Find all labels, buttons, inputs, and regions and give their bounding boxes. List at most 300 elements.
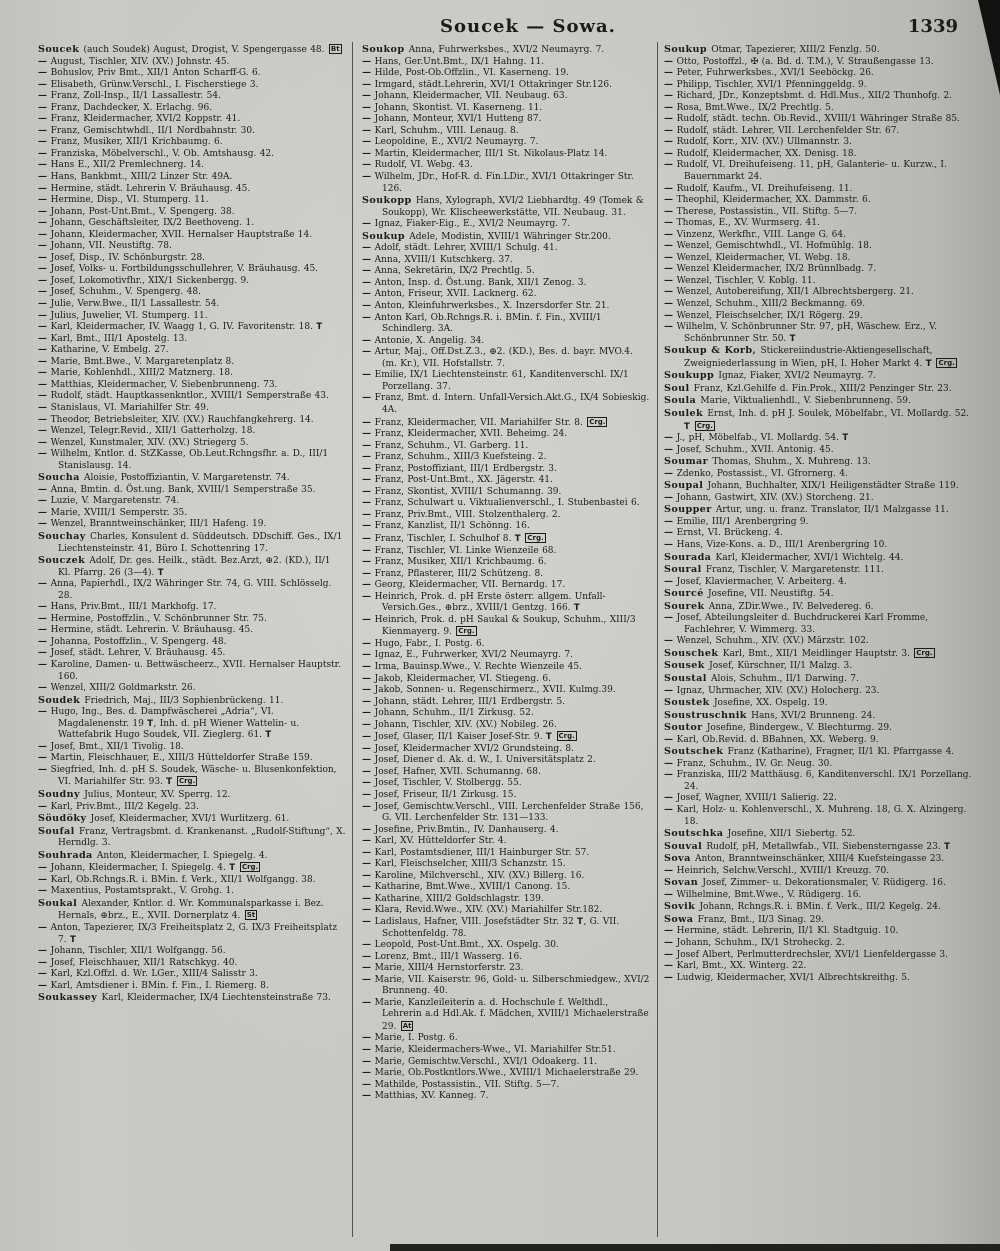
ditto-dash: — bbox=[38, 449, 51, 460]
telephone-mark: T bbox=[573, 603, 581, 614]
directory-entry: — Franziska, III/2 Matthäusg. 6, Kanditenverschl. IX/1 Porzellang. 24. bbox=[664, 770, 972, 792]
entry-surname: Soustruschnik bbox=[664, 709, 752, 721]
ditto-dash: — bbox=[362, 685, 375, 696]
directory-entry: — Hans, Bankbmt., XIII/2 Linzer Str. 49A. bbox=[38, 172, 233, 183]
directory-column-1 bbox=[38, 44, 346, 1005]
ditto-dash: — bbox=[664, 125, 677, 136]
directory-entry: — Hans, Priv.Bmt., III/1 Markhofg. 17. bbox=[38, 602, 217, 613]
directory-entry: — Wenzel, Schuhm., XIV. (XV.) Märzstr. 102. bbox=[664, 636, 869, 647]
directory-entry: — Karl, XV. Hütteldorfer Str. 4. bbox=[362, 836, 507, 847]
ditto-dash: — bbox=[38, 195, 51, 206]
directory-entry: — Hans E., XII/2 Premlechnerg. 14. bbox=[38, 160, 204, 171]
entry-surname: Soupper bbox=[664, 504, 716, 516]
directory-entry: — Johann, Kleidermacher, VII. Neubaug. 63. bbox=[362, 91, 568, 102]
directory-entry: Sourada Karl, Kleidermacher, XVI/1 Wichtelg. 44. bbox=[664, 551, 904, 563]
telephone-mark: T bbox=[229, 863, 236, 874]
ditto-dash: — bbox=[362, 545, 375, 556]
ditto-dash: — bbox=[362, 91, 375, 102]
directory-entry: — Hugo, Ing., Bes. d. Dampfwäscherei „Adria“, VI. Magdalenenstr. 19 T, Inh. d. pH Wiener Wattelin- u. Wattefabrik Hugo Soudek, VII. Zieglerg. 61. T bbox=[38, 707, 300, 741]
directory-entry: Soukop Anna, Fuhrwerksbes., XVI/2 Neumayrg. 7. bbox=[362, 44, 605, 55]
telephone-mark: T bbox=[577, 917, 584, 928]
directory-entry: — Julie, Verw.Bwe., II/1 Lassallestr. 54. bbox=[38, 299, 220, 310]
directory-entry: — Franz, Bmt. d. Intern. Unfall-Versich.Akt.G., IX/4 Sobieskig. 4A. bbox=[362, 393, 650, 415]
directory-entry: — Franz, Kleidermacher, XVI/2 Koppstr. 41. bbox=[38, 114, 241, 125]
ditto-dash: — bbox=[362, 661, 375, 672]
directory-entry: — Anna, XVIII/1 Kutschkerg. 37. bbox=[362, 254, 513, 265]
ditto-dash: — bbox=[664, 68, 677, 79]
directory-entry: — Franz, Schulwart u. Viktualienverschl., I. Stubenbastei 6. bbox=[362, 498, 640, 509]
ditto-dash: — bbox=[38, 414, 51, 425]
ditto-dash: — bbox=[664, 961, 677, 972]
ditto-dash: — bbox=[38, 56, 51, 67]
directory-entry: — Anton, Insp. d. Öst.ung. Bank, XII/1 Zenog. 3. bbox=[362, 277, 587, 288]
directory-entry: — Martin, Fleischhauer, E., XIII/3 Hütteldorfer Straße 159. bbox=[38, 753, 313, 764]
directory-entry: — Johann, Kleidermacher, I. Spiegelg. 4. T Crg. bbox=[38, 863, 259, 874]
directory-entry: — Matthias, XV. Kanneg. 7. bbox=[362, 1091, 489, 1102]
directory-entry: — Rudolf, städt. Hauptkassenkntlor., XVIII/1 Semperstraße 43. bbox=[38, 391, 329, 402]
ditto-dash: — bbox=[362, 312, 375, 323]
directory-entry: Souhrada Anton, Kleidermacher, I. Spiegelg. 4. bbox=[38, 849, 268, 861]
directory-entry: — Irmgard, städt.Lehrerin, XVI/1 Ottakringer Str.126. bbox=[362, 79, 612, 90]
ditto-dash: — bbox=[38, 206, 51, 217]
directory-entry: — Lorenz, Bmt., III/1 Wasserg. 16. bbox=[362, 951, 523, 962]
boxed-tag: Crg. bbox=[178, 777, 196, 786]
entry-surname: Sovik bbox=[664, 901, 700, 913]
directory-entry: Soukup Adele, Modistin, XVIII/1 Währinger Str.200. bbox=[362, 230, 611, 242]
entry-surname: Soukal bbox=[38, 897, 82, 909]
ditto-dash: — bbox=[38, 496, 51, 507]
directory-entry: Soupal Johann, Buchhalter, XIX/1 Heiligenstädter Straße 119. bbox=[664, 480, 959, 492]
ditto-dash: — bbox=[362, 882, 375, 893]
directory-entry: Sourcé Josefine, VII. Neustiftg. 54. bbox=[664, 588, 834, 600]
directory-entry: — Marie, Ob.Postkntlors.Wwe., XVIII/1 Michaelerstraße 29. bbox=[362, 1068, 639, 1079]
directory-entry: — Artur, Maj., Off.Dst.Z.3., ⊕2. (KD.), Bes. d. bayr. MVO.4. (m. Kr.), VII. Hofstallstr. 7. bbox=[362, 347, 633, 369]
ditto-dash: — bbox=[664, 539, 677, 550]
ditto-dash: — bbox=[362, 951, 375, 962]
directory-entry: Soudek Friedrich, Maj., III/3 Sophienbrückeng. 11. bbox=[38, 694, 284, 706]
directory-entry: — Josef, Bmt., XII/1 Tivolig. 18. bbox=[38, 741, 184, 752]
ditto-dash: — bbox=[38, 402, 51, 413]
entry-surname: Soukupp bbox=[664, 370, 719, 382]
directory-entry: — Thomas, E., XV. Wurmserg. 41. bbox=[664, 218, 820, 229]
ditto-dash: — bbox=[362, 1033, 375, 1044]
ditto-dash: — bbox=[664, 865, 677, 876]
ditto-dash: — bbox=[362, 160, 375, 171]
directory-entry: — Karl, Amtsdiener i. BMin. f. Fin., I. Riemerg. 8. bbox=[38, 980, 269, 991]
ditto-dash: — bbox=[362, 125, 375, 136]
directory-entry: — Therese, Postassistin., VII. Stiftg. 5—7. bbox=[664, 206, 858, 217]
directory-entry: — Maxentius, Postamtsprakt., V. Grohg. 1. bbox=[38, 886, 235, 897]
directory-entry: — Karl, Kzl.Offzl. d. Wr. LGer., XIII/4 Salisstr 3. bbox=[38, 969, 258, 980]
directory-entry: — Karl, Bmt., XX. Winterg. 22. bbox=[664, 961, 807, 972]
ditto-dash: — bbox=[38, 886, 51, 897]
directory-entry: — Matthias, Kleidermacher, V. Siebenbrunneng. 73. bbox=[38, 379, 278, 390]
directory-entry: — Martin, Kleidermacher, III/1 St. Nikolaus-Platz 14. bbox=[362, 148, 608, 159]
ditto-dash: — bbox=[362, 277, 375, 288]
entry-surname: Souczek bbox=[38, 555, 90, 567]
directory-entry: — Wenzel, Autobereifung, XII/1 Albrechtsbergerg. 21. bbox=[664, 287, 914, 298]
directory-entry: Sowa Franz, Bmt., II/3 Sinag. 29. bbox=[664, 913, 824, 925]
ditto-dash: — bbox=[362, 521, 375, 532]
entry-surname: Sourek bbox=[664, 600, 709, 612]
telephone-mark: T bbox=[684, 421, 691, 432]
entry-surname: Soula bbox=[664, 395, 701, 407]
directory-entry: — Anna, Papierhdl., IX/2 Währinger Str. 74, G. VIII. Schlösselg. 28. bbox=[38, 579, 332, 601]
ditto-dash: — bbox=[362, 638, 375, 649]
ditto-dash: — bbox=[38, 345, 51, 356]
ditto-dash: — bbox=[362, 301, 375, 312]
ditto-dash: — bbox=[362, 335, 375, 346]
entry-surname: Souhrada bbox=[38, 849, 97, 861]
directory-entry: — Wilhelmine, Bmt.Wwe., V. Rüdigerg. 16. bbox=[664, 889, 862, 900]
ditto-dash: — bbox=[38, 322, 51, 333]
ditto-dash: — bbox=[362, 266, 375, 277]
directory-entry: — Johann, Kleidermacher, XVII. Hernalser Hauptstraße 14. bbox=[38, 229, 313, 240]
directory-entry: — Hans, Ger.Unt.Bmt., IX/1 Hahng. 11. bbox=[362, 56, 545, 67]
ditto-dash: — bbox=[664, 793, 677, 804]
column-divider-1 bbox=[352, 42, 353, 1237]
boxed-tag: At bbox=[402, 1021, 412, 1030]
ditto-dash: — bbox=[362, 917, 375, 928]
telephone-mark: T bbox=[316, 322, 323, 333]
ditto-dash: — bbox=[38, 874, 51, 885]
directory-entry: — Peter, Fuhrwerksbes., XVI/1 Seeböckg. 26. bbox=[664, 68, 874, 79]
directory-entry: — Rudolf, VI. Dreihufeiseng. 11, pH, Galanterie- u. Kurzw., I. Bauernmarkt 24. bbox=[664, 160, 947, 183]
directory-entry: Sova Anton, Branntweinschänker, XIII/4 Kuefsteingasse 23. bbox=[664, 853, 945, 865]
entry-surname: Sousek bbox=[664, 660, 710, 672]
ditto-dash: — bbox=[362, 102, 375, 113]
ditto-dash: — bbox=[362, 1045, 375, 1056]
ditto-dash: — bbox=[38, 299, 51, 310]
directory-entry: — Emilie, III/1 Arenbergring 9. bbox=[664, 516, 809, 527]
directory-entry: — Karl, Postamtsdiener, III/1 Hainburger Str. 57. bbox=[362, 847, 590, 858]
directory-entry: Soucek (auch Soudek) August, Drogist, V. Spengergasse 48. Bt bbox=[38, 44, 340, 55]
ditto-dash: — bbox=[38, 946, 51, 957]
ditto-dash: — bbox=[362, 940, 375, 951]
directory-entry: — Zdenko, Postassist., VI. Gfrornerg. 4. bbox=[664, 468, 848, 479]
entry-surname: Soutschka bbox=[664, 828, 728, 840]
ditto-dash: — bbox=[664, 229, 677, 240]
ditto-dash: — bbox=[362, 393, 375, 404]
ditto-dash: — bbox=[362, 755, 375, 766]
ditto-dash: — bbox=[362, 440, 375, 451]
ditto-dash: — bbox=[362, 289, 375, 300]
directory-entry: — Anna, Sekretärin, IX/2 Prechtlg. 5. bbox=[362, 266, 535, 277]
ditto-dash: — bbox=[38, 659, 51, 670]
ditto-dash: — bbox=[38, 183, 51, 194]
ditto-dash: — bbox=[664, 444, 677, 455]
ditto-dash: — bbox=[664, 889, 677, 900]
directory-entry: — Ernst, VI. Brückeng. 4. bbox=[664, 528, 783, 539]
directory-entry: — Bohuslov, Priv Bmt., XII/1 Anton Scharff-G. 6. bbox=[38, 68, 261, 79]
ditto-dash: — bbox=[664, 160, 677, 171]
entry-surname: Soukup & Korb, bbox=[664, 345, 761, 357]
ditto-dash: — bbox=[664, 433, 677, 444]
ditto-dash: — bbox=[362, 56, 375, 67]
ditto-dash: — bbox=[362, 836, 375, 847]
directory-entry: — Josef, Fleischhauer, XII/1 Ratschkyg. 40. bbox=[38, 957, 238, 968]
directory-entry: Souczek Adolf, Dr. ges. Heilk., städt. Bez.Arzt, ⊕2. (KD.), II/1 Kl. Pfarrg. 26 (3—4). T bbox=[38, 555, 331, 578]
ditto-dash: — bbox=[38, 137, 51, 148]
ditto-dash: — bbox=[38, 507, 51, 518]
directory-entry: — Johann, Post-Unt.Bmt., V. Spengerg. 38. bbox=[38, 206, 235, 217]
ditto-dash: — bbox=[362, 905, 375, 916]
entry-surname: Soutschek bbox=[664, 746, 728, 758]
directory-entry: — Rosa, Bmt.Wwe., IX/2 Prechtlg. 5. bbox=[664, 102, 834, 113]
directory-entry: — Antonie, X. Angelig. 34. bbox=[362, 335, 485, 346]
directory-entry: — Wilhelm, Kntlor. d. StZKasse, Ob.Leut.Rchngsfhr. a. D., III/1 Stanislausg. 14. bbox=[38, 449, 329, 471]
ditto-dash: — bbox=[664, 516, 677, 527]
ditto-dash: — bbox=[664, 287, 677, 298]
directory-entry: — Rudolf, städt. techn. Ob.Revid., XVIII/1 Währinger Straße 85. bbox=[664, 114, 960, 125]
directory-entry: — Marie, XVIII/1 Semperstr. 35. bbox=[38, 507, 188, 518]
ditto-dash: — bbox=[38, 625, 51, 636]
ditto-dash: — bbox=[362, 893, 375, 904]
ditto-dash: — bbox=[664, 137, 677, 148]
entry-surname: Soupal bbox=[664, 480, 708, 492]
directory-entry: — Hans, Vize-Kons. a. D., III/1 Arenbergring 10. bbox=[664, 539, 888, 550]
column-divider-2 bbox=[657, 42, 658, 1237]
ditto-dash: — bbox=[664, 275, 677, 286]
ditto-dash: — bbox=[38, 102, 51, 113]
entry-surname: Soucha bbox=[38, 472, 84, 484]
directory-entry: — Irma, Bauinsp.Wwe., V. Rechte Wienzeile 45. bbox=[362, 661, 582, 672]
ditto-dash: — bbox=[362, 743, 375, 754]
directory-entry: — Josef, Friseur, II/1 Zirkusg. 15. bbox=[362, 790, 517, 800]
ditto-dash: — bbox=[664, 613, 677, 624]
ditto-dash: — bbox=[362, 568, 375, 579]
ditto-dash: — bbox=[38, 379, 51, 390]
ditto-dash: — bbox=[38, 333, 51, 344]
directory-entry: — Karl, Fleischselcher, XIII/3 Schanzstr. 15. bbox=[362, 859, 566, 870]
directory-entry: Soustruschnik Hans, XVI/2 Brunneng. 24. bbox=[664, 709, 876, 721]
directory-entry: Soukup & Korb, Stickereiindustrie-Aktiengesellschaft, Zweigniederlassung in Wien, pH, I. Hoher Markt 4. T Crg. bbox=[664, 345, 955, 369]
ditto-dash: — bbox=[38, 741, 51, 752]
entry-surname: Souschek bbox=[664, 647, 723, 659]
ditto-dash: — bbox=[38, 275, 51, 286]
ditto-dash: — bbox=[38, 125, 51, 136]
entry-surname: Soukup bbox=[664, 44, 712, 55]
ditto-dash: — bbox=[664, 241, 677, 252]
directory-entry: — Rudolf, VI. Webg. 43. bbox=[362, 160, 473, 171]
directory-entry: — J., pH, Möbelfab., VI. Mollardg. 54. T bbox=[664, 433, 849, 444]
directory-entry: Söudöky Josef, Kleidermacher, XVI/1 Wurlitzerg. 61. bbox=[38, 813, 290, 825]
directory-entry: — Rudolf, Kaufm., VI. Dreihufeiseng. 11. bbox=[664, 183, 853, 194]
ditto-dash: — bbox=[362, 580, 375, 591]
ditto-dash: — bbox=[362, 79, 375, 90]
directory-entry: — Franz, Postoffiziant, III/1 Erdbergstr. 3. bbox=[362, 463, 557, 474]
directory-entry: — Ignaz, Uhrmacher, XIV. (XV.) Holocherg. 23. bbox=[664, 685, 880, 696]
ditto-dash: — bbox=[38, 172, 51, 183]
directory-entry: — Julius, Juwelier, VI. Stumperg. 11. bbox=[38, 310, 208, 321]
directory-entry: — Josef, Abteilungsleiter d. Buchdruckerei Karl Fromme, Fachlehrer, V. Wimmerg. 33. bbox=[664, 613, 929, 635]
directory-entry: — Johann, Tischler, XIV. (XV.) Nobileg. 26. bbox=[362, 719, 557, 730]
directory-entry: — Wenzel, Gemischtwhdl., VI. Hofmühlg. 18. bbox=[664, 241, 872, 252]
ditto-dash: — bbox=[362, 557, 375, 568]
entry-surname: Souval bbox=[664, 840, 707, 852]
directory-entry: — Hugo, Fabr., I. Postg. 6. bbox=[362, 638, 485, 649]
directory-entry: — Franz, Schuhm., IV. Gr. Neug. 30. bbox=[664, 758, 833, 769]
directory-entry: — Johann, Skontist. VI. Kaserneng. 11. bbox=[362, 102, 543, 113]
directory-entry: — Josef, Gemischtw.Verschl., VIII. Lerchenfelder Straße 156, G. VII. Lerchenfelder Str. 131—133. bbox=[362, 801, 644, 824]
directory-entry: Soufal Franz, Vertragsbmt. d. Krankenanst. „Rudolf-Stiftung“, X. Herndlg. 3. bbox=[38, 825, 346, 849]
directory-entry: Souval Rudolf, pH, Metallwfab., VII. Siebensterngasse 23. T bbox=[664, 840, 951, 852]
directory-entry: — Johann, Tischler, XII/1 Wolfgangg. 56. bbox=[38, 946, 226, 957]
directory-entry: Sovan Josef, Zimmer- u. Dekorationsmaler, V. Rüdigerg. 16. bbox=[664, 877, 946, 889]
entry-surname: Soukopp bbox=[362, 195, 416, 207]
page-number: 1339 bbox=[907, 16, 958, 37]
directory-entry: — Theodor, Betriebsleiter, XIV. (XV.) Rauchfangkehrerg. 14. bbox=[38, 414, 314, 425]
directory-entry: Soul Franz, Kzl.Gehilfe d. Fin.Prok., XIII/2 Penzinger Str. 23. bbox=[664, 382, 952, 394]
directory-entry: — Ignaz, Fiaker-Eig., E., XVI/2 Neumayrg. 7. bbox=[362, 219, 571, 230]
directory-entry: — Georg, Kleidermacher, VII. Bernardg. 17. bbox=[362, 580, 566, 591]
ditto-dash: — bbox=[38, 579, 51, 590]
page-title: Soucek — Sowa. bbox=[440, 16, 616, 37]
ditto-dash: — bbox=[362, 614, 375, 625]
directory-entry: — Jakob, Sonnen- u. Regenschirmerz., XVII. Kulmg.39. bbox=[362, 685, 616, 696]
entry-surname: Soustal bbox=[664, 672, 712, 684]
ditto-dash: — bbox=[362, 870, 375, 881]
directory-entry: Soukal Alexander, Kntlor. d. Wr. Kommunalsparkasse i. Bez. Hernals, ⊕brz., E., XVII. Dornerplatz 4. St bbox=[38, 897, 324, 922]
ditto-dash: — bbox=[664, 56, 677, 67]
directory-entry: Sourek Anna, ZDir.Wwe., IV. Belvedereg. 6. bbox=[664, 600, 874, 612]
boxed-tag: Crg. bbox=[589, 417, 606, 426]
ditto-dash: — bbox=[362, 708, 375, 719]
directory-entry: — Franz, Skontist, XVIII/1 Schumanng. 39. bbox=[362, 486, 562, 497]
directory-entry: — Franz, Kanzlist, II/1 Schönng. 16. bbox=[362, 521, 530, 532]
directory-entry: — Heinrich, Prok. d. pH Erste österr. allgem. Unfall-Versich.Ges., ⊕brz., XVIII/1 Gentzg. 166. T bbox=[362, 591, 606, 614]
directory-entry: — Josef, städt. Lehrer, V. Bräuhausg. 45. bbox=[38, 648, 226, 659]
directory-entry: — Karl, Schuhm., VIII. Lenaug. 8. bbox=[362, 125, 519, 136]
ditto-dash: — bbox=[362, 997, 375, 1008]
directory-entry: — Elisabeth, Grünw.Verschl., I. Fischerstiege 3. bbox=[38, 79, 259, 90]
directory-entry: — Vinzenz, Werkfhr., VIII. Lange G. 64. bbox=[664, 229, 846, 240]
ditto-dash: — bbox=[362, 766, 375, 777]
directory-entry: — Karl, Bmt., III/1 Apostelg. 13. bbox=[38, 333, 188, 344]
directory-entry: — Wilhelm, V. Schönbrunner Str. 97, pH, Wäschew. Erz., V. Schönbrunner Str. 50. T bbox=[664, 322, 937, 344]
ditto-dash: — bbox=[362, 1056, 375, 1067]
ditto-dash: — bbox=[664, 926, 677, 937]
ditto-dash: — bbox=[664, 195, 677, 206]
ditto-dash: — bbox=[38, 863, 51, 874]
directory-entry: — Heinrich, Prok. d. pH Saukal & Soukup, Schuhm., XIII/3 Kienmayerg. 9. Crg. bbox=[362, 614, 636, 638]
ditto-dash: — bbox=[38, 484, 51, 495]
ditto-dash: — bbox=[362, 533, 375, 544]
directory-entry: — Franz, Pflasterer, III/2 Schützeng. 8. bbox=[362, 568, 544, 579]
entry-surname: Soukop bbox=[362, 44, 409, 55]
directory-column-2 bbox=[362, 44, 650, 1103]
directory-entry: — Johann, Gastwirt, XIV. (XV.) Storcheng. 21. bbox=[664, 492, 874, 503]
directory-entry: Soulek Ernst, Inh. d. pH J. Soulek, Möbelfabr., VI. Mollardg. 52. T Crg. bbox=[664, 407, 970, 432]
directory-entry: — Marie, Gemischtw.Verschl., XVI/1 Odoakerg. 11. bbox=[362, 1056, 598, 1067]
directory-entry: — Anton Karl, Ob.Rchngs.R. i. BMin. f. Fin., XVIII/1 Schindlerg. 3A. bbox=[362, 312, 602, 335]
entry-surname: Soufal bbox=[38, 825, 79, 837]
directory-entry: — Theophil, Kleidermacher, XX. Dammstr. 6. bbox=[664, 195, 871, 206]
directory-entry: — Franz, Kleidermacher, VII. Mariahilfer Str. 8. Crg. bbox=[362, 417, 606, 428]
ditto-dash: — bbox=[38, 437, 51, 448]
directory-entry: — Josef, Volks- u. Fortbildungsschullehrer, V. Bräuhausg. 45. bbox=[38, 264, 319, 275]
directory-entry: — Franz, Musiker, XII/1 Krichbaumg. 6. bbox=[38, 137, 223, 148]
ditto-dash: — bbox=[664, 949, 677, 960]
directory-entry: — Heinrich, Selchw.Verschl., XVIII/1 Kreuzg. 70. bbox=[664, 865, 890, 876]
directory-entry: — Ladislaus, Hafner, VIII. Josefstädter Str. 32 T, G. VII. Schottenfeldg. 78. bbox=[362, 917, 620, 939]
ditto-dash: — bbox=[664, 938, 677, 949]
directory-entry: — Anton, Kleinfuhrwerksbes., X. Inzersdorfer Str. 21. bbox=[362, 301, 610, 312]
directory-entry: — Hermine, Postoffzlin., V. Schönbrunner Str. 75. bbox=[38, 613, 267, 624]
entry-surname: Soulek bbox=[664, 407, 708, 419]
ditto-dash: — bbox=[38, 287, 51, 298]
ditto-dash: — bbox=[664, 528, 677, 539]
ditto-dash: — bbox=[362, 347, 375, 358]
directory-entry: — Leopold, Post-Unt.Bmt., XX. Ospelg. 30. bbox=[362, 940, 559, 951]
ditto-dash: — bbox=[664, 322, 677, 333]
telephone-mark: T bbox=[157, 567, 164, 578]
ditto-dash: — bbox=[38, 68, 51, 79]
ditto-dash: — bbox=[362, 370, 375, 381]
entry-surname: Sowa bbox=[664, 913, 698, 925]
directory-entry: — Hermine, Disp., VI. Stumperg. 11. bbox=[38, 195, 209, 206]
entry-surname: Soudny bbox=[38, 789, 85, 800]
ditto-dash: — bbox=[362, 650, 375, 661]
ditto-dash: — bbox=[664, 299, 677, 310]
ditto-dash: — bbox=[362, 498, 375, 509]
ditto-dash: — bbox=[362, 172, 375, 183]
directory-entry: Souchay Charles, Konsulent d. Süddeutsch. DDschiff. Ges., IX/1 Liechtensteinstr. 41, Büro I. Schottenring 17. bbox=[38, 530, 343, 554]
directory-entry: — Johann, VII. Neustiftg. 78. bbox=[38, 241, 172, 252]
ditto-dash: — bbox=[362, 719, 375, 730]
ditto-dash: — bbox=[362, 254, 375, 265]
ditto-dash: — bbox=[38, 923, 51, 934]
ditto-dash: — bbox=[362, 429, 375, 440]
directory-entry: — Marie, Bmt.Bwe., V. Margaretenplatz 8. bbox=[38, 356, 235, 367]
ditto-dash: — bbox=[664, 636, 677, 647]
page-header bbox=[0, 12, 1000, 42]
telephone-mark: T bbox=[545, 732, 553, 743]
entry-surname: Soumar bbox=[664, 456, 713, 468]
ditto-dash: — bbox=[362, 824, 375, 835]
ditto-dash: — bbox=[664, 79, 677, 90]
directory-entry: — Josef Albert, Perlmutterdrechsler, XVI/1 Lienfeldergasse 3. bbox=[664, 949, 948, 960]
directory-entry: — Klara, Revid.Wwe., XIV. (XV.) Mariahilfer Str.182. bbox=[362, 905, 603, 916]
boxed-tag: Bt bbox=[330, 45, 340, 53]
directory-entry: — Philipp, Tischler, XVI/1 Pfenninggeldg. 9. bbox=[664, 79, 867, 90]
directory-entry: — Ludwig, Kleidermacher, XVI/1 Albrechtskreithg. 5. bbox=[664, 972, 910, 983]
directory-entry: — Siegfried, Inh. d. pH S. Soudek, Wäsche- u. Blusenkonfektion, VI. Mariahilfer Str. 93. T Crg. bbox=[38, 764, 337, 788]
ditto-dash: — bbox=[664, 805, 677, 815]
ditto-dash: — bbox=[664, 972, 677, 983]
ditto-dash: — bbox=[38, 148, 51, 159]
ditto-dash: — bbox=[664, 576, 677, 587]
ditto-dash: — bbox=[362, 963, 375, 974]
directory-entry: — Marie, Kanzleileiterin a. d. Hochschule f. Welthdl., Lehrerin a.d Hdl.Ak. f. Mädchen, XVIII/1 Michaelerstraße 29. At bbox=[362, 997, 649, 1032]
telephone-mark: T bbox=[514, 533, 522, 544]
directory-entry: — Marie, VII. Kaiserstr. 96, Gold- u. Silberschmiedgew., XVI/2 Brunneng. 40. bbox=[362, 974, 650, 997]
ditto-dash: — bbox=[362, 847, 375, 858]
ditto-dash: — bbox=[362, 137, 375, 148]
ditto-dash: — bbox=[664, 183, 677, 194]
directory-entry: — Wenzel, Telegr.Revid., XII/1 Gatterholzg. 18. bbox=[38, 426, 256, 437]
ditto-dash: — bbox=[664, 310, 677, 321]
ditto-dash: — bbox=[362, 1068, 375, 1079]
directory-entry: — Hilde, Post-Ob.Offzlin., VI. Kaserneng. 19. bbox=[362, 68, 569, 79]
directory-entry: — Josef, Schuhm., XVII. Antonig. 45. bbox=[664, 444, 834, 455]
directory-entry: — Wenzel, Branntweinschänker, III/1 Hafeng. 19. bbox=[38, 519, 267, 530]
boxed-tag: Crg. bbox=[241, 863, 259, 872]
directory-entry: Soustal Alois, Schuhm., II/1 Darwing. 7. bbox=[664, 672, 859, 684]
directory-entry: — Anton, Friseur, XVII. Lacknerg. 62. bbox=[362, 289, 537, 300]
directory-entry: Soutschka Josefine, XII/1 Siebertg. 52. bbox=[664, 828, 856, 840]
directory-entry: — Franz, Tischler, I. Schulhof 8. T Crg. bbox=[362, 533, 544, 544]
